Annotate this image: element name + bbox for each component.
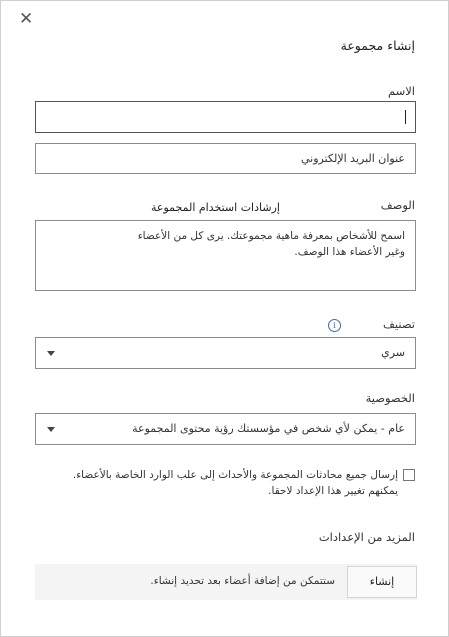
subscribe-label: إرسال جميع محادثات المجموعة والأحداث إلى علب الوارد الخاصة بالأعضاء. يمكنهم تغيير هذا الإعداد لاحقا. [72, 469, 398, 497]
description-textarea[interactable] [35, 220, 416, 291]
info-icon[interactable]: i [328, 319, 341, 332]
add-members-note: ستتمكن من إضافة أعضاء بعد تحديد إنشاء. [150, 575, 335, 587]
email-input[interactable] [35, 143, 416, 174]
email-placeholder: عنوان البريد الإلكتروني [300, 152, 405, 165]
chevron-down-icon [47, 427, 55, 432]
privacy-label: الخصوصية [365, 391, 415, 405]
group-guidelines-link[interactable]: إرشادات استخدام المجموعة [151, 201, 280, 214]
privacy-select[interactable] [35, 413, 416, 445]
description-text: اسمح للأشخاص بمعرفة ماهية مجموعتك. يرى كل من الأعضاء وغير الأعضاء هذا الوصف. [137, 230, 405, 258]
create-button[interactable]: إنشاء [347, 566, 417, 598]
name-input[interactable] [35, 101, 416, 133]
dialog-title: إنشاء مجموعة [340, 38, 415, 53]
classification-label: تصنيف [382, 317, 415, 331]
classification-value: سري [381, 346, 405, 359]
privacy-value: عام - يمكن لأي شخص في مؤسستك رؤية محتوى المجموعة [132, 422, 405, 435]
classification-select[interactable] [35, 337, 416, 369]
chevron-down-icon [47, 351, 55, 356]
text-caret [405, 110, 406, 124]
more-settings-panel [35, 564, 417, 600]
description-label: الوصف [380, 198, 415, 212]
close-icon[interactable]: ✕ [19, 9, 34, 29]
name-label: الاسم [387, 84, 415, 98]
more-settings-label: المزيد من الإعدادات [318, 530, 415, 544]
subscribe-checkbox[interactable] [403, 469, 415, 481]
